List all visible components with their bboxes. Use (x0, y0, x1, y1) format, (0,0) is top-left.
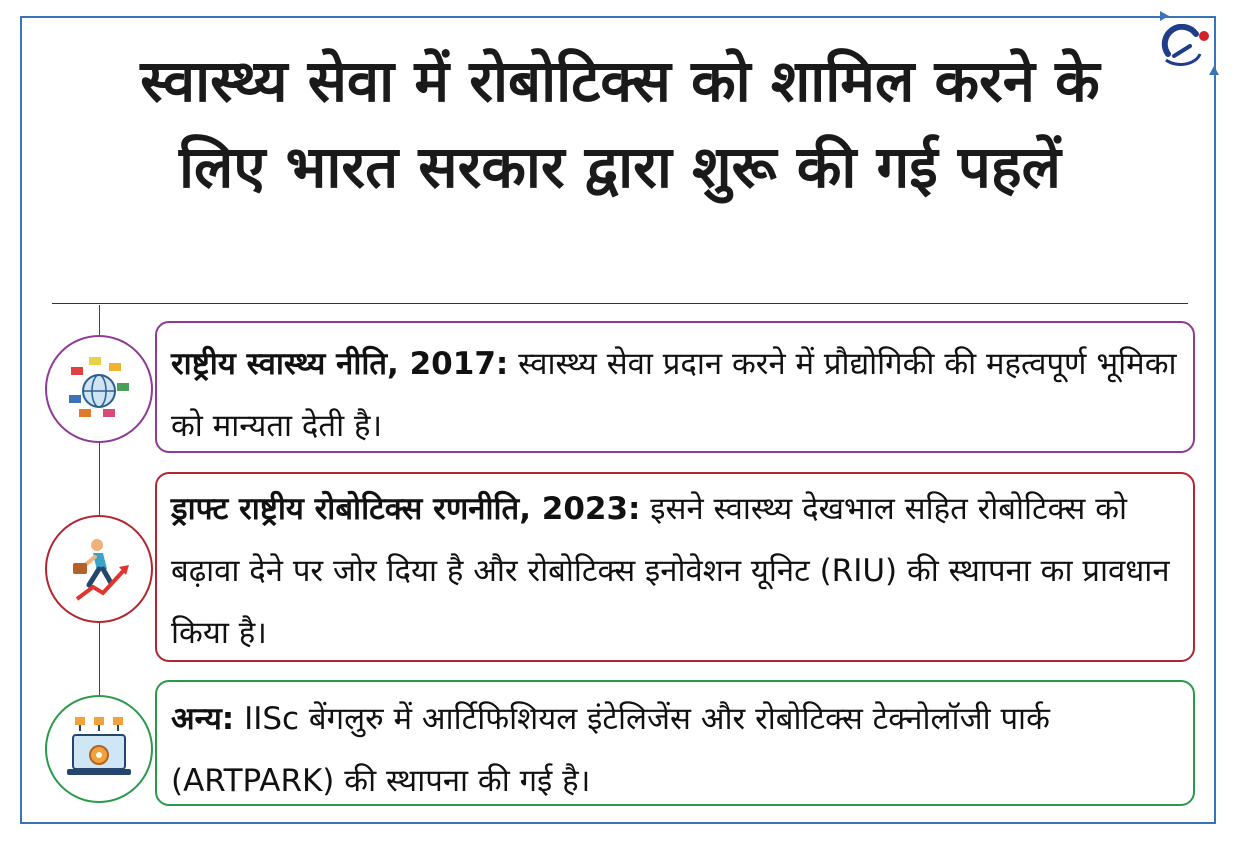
item-3-icon-circle (45, 695, 153, 803)
card-heading: अन्य: (171, 701, 235, 737)
card-text: IISc बेंगलुरु में आर्टिफिशियल इंटेलिजेंस और रोबोटिक्स टेक्नोलॉजी पार्क (ARTPARK) की स्थापना की गई है। (171, 701, 1050, 799)
page-title: स्वास्थ्य सेवा में रोबोटिक्स को शामिल करने के लिए भारत सरकार द्वारा शुरू की गई पहलें (140, 47, 1100, 201)
initiative-card-1 (155, 321, 1195, 453)
initiative-card-2 (155, 472, 1195, 662)
item-2-icon-circle (45, 515, 153, 623)
title-divider (52, 303, 1188, 304)
arrow-right-icon (1160, 11, 1169, 21)
card-text: स्वास्थ्य सेवा प्रदान करने में प्रौद्योगिकी की महत्वपूर्ण भूमिका को मान्यता देती है। (171, 346, 1177, 444)
card-heading: ड्राफ्ट राष्ट्रीय रोबोटिक्स रणनीति, 2023: (171, 491, 641, 527)
brand-logo-icon (1160, 24, 1212, 68)
globe-flags-icon (59, 349, 139, 429)
laptop-gear-icon (59, 709, 139, 789)
card-heading: राष्ट्रीय स्वास्थ्य नीति, 2017: (171, 346, 509, 382)
card-text: इसने स्वास्थ्य देखभाल सहित रोबोटिक्स को बढ़ावा देने पर जोर दिया है और रोबोटिक्स इनोवेशन यूनिट (RIU) की स्थापना का प्रावधान किया है। (171, 491, 1170, 651)
initiative-card-3 (155, 680, 1195, 806)
running-growth-icon (59, 529, 139, 609)
item-1-icon-circle (45, 335, 153, 443)
